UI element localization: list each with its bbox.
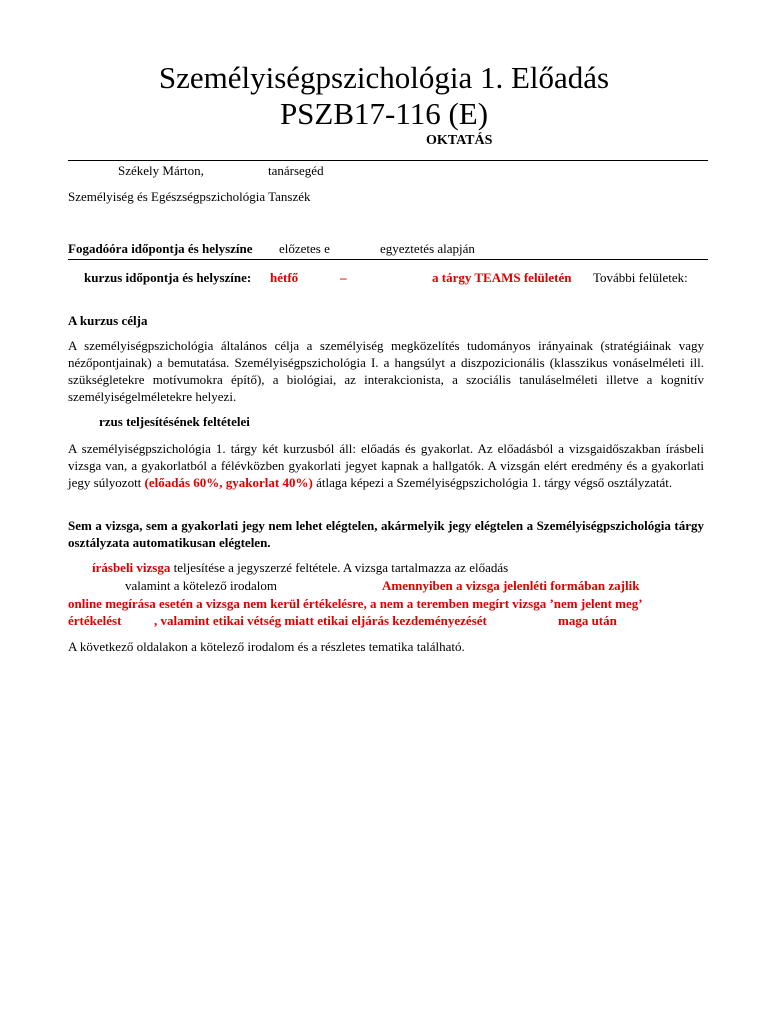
warning-text: Sem a vizsga, sem a gyakorlati jegy nem lehet elégtelen, akármelyik jegy elégtelen a Személyiségpszichológia tárgy osztályzata automatikusan elégtelen. [68,518,704,550]
course-time-other: További felületek: [593,270,688,285]
exam-written-label: írásbeli vizsga [92,560,171,575]
instructor-role: tanársegéd [268,163,324,178]
footer-note: A következő oldalakon a kötelező irodalom és a részletes tematika található. [68,639,465,654]
section-subtitle: OKTATÁS [426,133,493,148]
exam-red-3a: értékelést [68,613,122,628]
office-hours-label: Fogadóóra időpontja és helyszíne [68,241,253,256]
exam-red-3c: maga után [558,613,617,628]
goal-heading: A kurzus célja [68,313,148,328]
exam-red-1: Amennyiben a vizsga jelenléti formában zajlik [382,578,640,593]
course-time-place: a tárgy TEAMS felületén [432,270,572,285]
course-time-dash: – [340,270,347,285]
exam-red-3b: , valamint etikai vétség miatt etikai eljárás kezdeményezését [154,613,487,628]
page-title: Személyiségpszichológia 1. Előadás [158,60,610,95]
divider-office [68,259,708,260]
exam-text-1: teljesítése a jegyszerzé feltétele. A vizsga tartalmazza az előadás [170,560,509,575]
office-hours-value-a: előzetes e [279,241,330,256]
course-time-label: kurzus időpontja és helyszíne: [84,270,252,285]
exam-red-2: online megírása esetén a vizsga nem kerül értékelésre, a nem a teremben megírt vizsga ’nem jelent meg’ [68,596,643,611]
instructor-name: Székely Márton, [118,163,204,178]
exam-text-2: valamint a kötelező irodalom [125,578,277,593]
course-time-day: hétfő [270,270,299,285]
divider-top [68,160,708,161]
requirements-weighting: (előadás 60%, gyakorlat 40%) [144,475,313,490]
requirements-heading: rzus teljesítésének feltételei [99,414,250,429]
exam-line-1 [92,560,508,576]
department-name: Személyiség és Egészségpszichológia Tanszék [68,189,311,204]
requirements-text-a: A személyiségpszichológia 1. tárgy két kurzusból áll: előadás és gyakorlat. Az előadásból a vizsgaidőszakban írásbeli vizsga van, a gyakorlatból a félévközben gyakorlati jegyet kapnak a hallgatók. A vizsgán elért eredmény és a gyakorlati jegy súlyozott [68,441,704,490]
goal-text: A személyiségpszichológia általános célja a személyiség megközelítés tudományos irányainak (stratégiáinak vagy nézőpontjainak) a bemutatása. Személyiségpszichológia I. a hangsúlyt a diszpozicionális (klasszikus vonáselméleti ill. szükségletekre motívumokra építő), a biológiai, az interakcionista, a szociális tanuláselméleti illetve a kognitív személyiségelméletekre helyezi. [68,338,704,404]
requirements-text [68,440,704,491]
office-hours-value-b: egyeztetés alapján [380,241,475,256]
requirements-text-b: átlaga képezi a Személyiségpszichológia 1. tárgy végső osztályzatát. [312,475,673,490]
course-code: PSZB17-116 (E) [279,96,489,131]
